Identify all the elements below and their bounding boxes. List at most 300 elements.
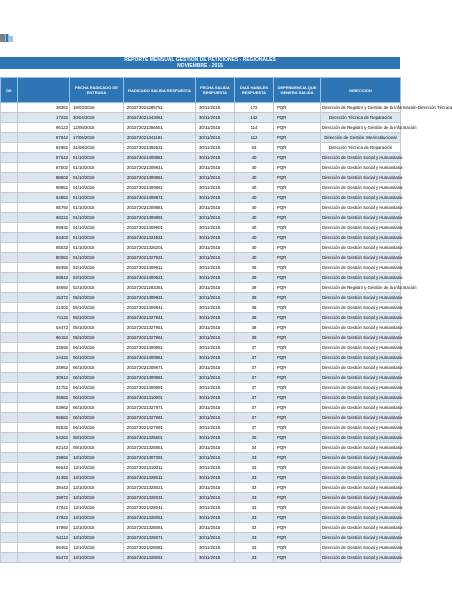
table-cell: Dirección de Gestión Social y Humanitaria xyxy=(321,433,401,443)
table-cell: 201572021309881 xyxy=(124,153,196,163)
table-row xyxy=(1,203,401,213)
table-cell: 30/11/2015 xyxy=(196,413,235,423)
table-cell: 142 xyxy=(235,113,274,123)
table-cell: 201572021328081 xyxy=(124,543,196,553)
table-cell: 85792 xyxy=(18,203,70,213)
table-cell: 201572021328051 xyxy=(124,513,196,523)
table-cell: 02/10/2015 xyxy=(70,283,124,293)
table-cell: 201572021309931 xyxy=(124,293,196,303)
table-cell: 85532 xyxy=(18,243,70,253)
table-cell: 30/11/2015 xyxy=(196,483,235,493)
table-cell: 201572021285751 xyxy=(124,103,196,113)
table-cell xyxy=(1,223,18,233)
table-cell: 23592 xyxy=(18,343,70,353)
table-cell: 38 xyxy=(235,333,274,343)
table-cell xyxy=(1,403,18,413)
table-cell: 37 xyxy=(235,363,274,373)
table-cell: 201572021326851 xyxy=(124,443,196,453)
table-cell: 13/10/2015 xyxy=(70,523,124,533)
table-cell: Dirección de Gestión Social y Humanitaria xyxy=(321,443,401,453)
table-row xyxy=(1,433,401,443)
table-cell: 13/10/2015 xyxy=(70,493,124,503)
table-cell: 87502 xyxy=(18,163,70,173)
table-cell: 37 xyxy=(235,413,274,423)
table-cell: 201572021309971 xyxy=(124,363,196,373)
table-cell: 01/10/2015 xyxy=(70,153,124,163)
table-cell: 18/03/2015 xyxy=(70,103,124,113)
table-cell: 82962 xyxy=(18,143,70,153)
table-row xyxy=(1,263,401,273)
table-cell: 201572021327951 xyxy=(124,323,196,333)
table-row xyxy=(1,453,401,463)
table-cell: 33 xyxy=(235,523,274,533)
table-cell xyxy=(1,183,18,193)
table-cell: PQR xyxy=(274,123,321,133)
table-cell: 38 xyxy=(235,323,274,333)
table-cell: 112 xyxy=(235,133,274,143)
table-cell: 96122 xyxy=(18,123,70,133)
table-cell: 82142 xyxy=(18,443,70,453)
table-cell: 06/10/2015 xyxy=(70,393,124,403)
table-cell: 88602 xyxy=(18,173,70,183)
table-cell: 39 xyxy=(235,273,274,283)
table-row xyxy=(1,333,401,343)
table-cell: 01/10/2015 xyxy=(70,193,124,203)
table-cell xyxy=(1,243,18,253)
table-row xyxy=(1,303,401,313)
table-cell: 13/10/2015 xyxy=(70,503,124,513)
table-cell: 30/11/2015 xyxy=(196,303,235,313)
table-cell: PQR xyxy=(274,213,321,223)
table-cell: 47822 xyxy=(18,503,70,513)
table-cell: 33 xyxy=(235,533,274,543)
table-cell: 33 xyxy=(235,553,274,563)
table-cell: 30/11/2015 xyxy=(196,463,235,473)
table-cell: Dirección de Gestión Social y Humanitaria xyxy=(321,243,401,253)
table-cell: 29892 xyxy=(18,453,70,463)
table-cell: 30/11/2015 xyxy=(196,293,235,303)
table-cell: 40 xyxy=(235,253,274,263)
table-cell: 201572021327971 xyxy=(124,403,196,413)
table-cell: 201572021309941 xyxy=(124,303,196,313)
table-cell: 30/11/2015 xyxy=(196,523,235,533)
table-cell: PQR xyxy=(274,483,321,493)
table-cell xyxy=(1,523,18,533)
table-cell: 15372 xyxy=(18,293,70,303)
table-cell: 30/11/2015 xyxy=(196,183,235,193)
table-cell: 06/10/2015 xyxy=(70,423,124,433)
table-cell: 08/10/2015 xyxy=(70,433,124,443)
table-cell: 87842 xyxy=(18,133,70,143)
table-cell: 13/10/2015 xyxy=(70,513,124,523)
table-cell: 39 xyxy=(235,283,274,293)
table-cell: 01/10/2015 xyxy=(70,233,124,243)
report-title: REPORTE MENSUAL GESTION DE PETICIONES - REGIONALES xyxy=(124,57,276,63)
table-cell: 30/11/2015 xyxy=(196,513,235,523)
table-cell: 89932 xyxy=(18,223,70,233)
table-cell: 30/11/2015 xyxy=(196,173,235,183)
table-cell: 30/11/2015 xyxy=(196,433,235,443)
table-cell: 201572021328201 xyxy=(124,243,196,253)
table-cell: 30/11/2015 xyxy=(196,443,235,453)
table-cell xyxy=(1,383,18,393)
table-cell xyxy=(1,453,18,463)
table-cell xyxy=(1,553,18,563)
table-cell: Dirección de Gestión Social y Humanitaria xyxy=(321,203,401,213)
table-cell xyxy=(1,163,18,173)
table-cell: 33 xyxy=(235,513,274,523)
table-cell: 80082 xyxy=(18,253,70,263)
table-row xyxy=(1,313,401,323)
table-cell: PQR xyxy=(274,253,321,263)
table-cell: 01/10/2015 xyxy=(70,203,124,213)
table-cell: 40 xyxy=(235,213,274,223)
table-cell: 30/11/2015 xyxy=(196,283,235,293)
table-cell: 88392 xyxy=(18,263,70,273)
report-subtitle: NOVIEMBRE - 2015 xyxy=(177,63,223,69)
table-cell xyxy=(1,433,18,443)
table-cell: Dirección de Gestión Social y Humanitaria xyxy=(321,543,401,553)
table-cell xyxy=(1,353,18,363)
table-cell: 201572021328011 xyxy=(124,473,196,483)
table-cell: 40 xyxy=(235,153,274,163)
table-cell: Dirección de Gestión Social y Humanitaria xyxy=(321,473,401,483)
table-cell: 39 xyxy=(235,263,274,273)
table-cell: 12/06/2015 xyxy=(70,123,124,133)
table-cell xyxy=(1,543,18,553)
table-cell: Dirección de Gestión Social y Humanitaria xyxy=(321,253,401,263)
table-cell: Dirección de Gestión Social y Humanitaria xyxy=(321,453,401,463)
table-cell: 05/10/2015 xyxy=(70,293,124,303)
table-cell: 201572021328061 xyxy=(124,523,196,533)
table-cell: PQR xyxy=(274,343,321,353)
table-cell: PQR xyxy=(274,553,321,563)
table-cell: 37 xyxy=(235,353,274,363)
table-cell: 06/10/2015 xyxy=(70,413,124,423)
table-row xyxy=(1,223,401,233)
table-cell: 201572021309981 xyxy=(124,373,196,383)
table-cell: 201572021328041 xyxy=(124,503,196,513)
table-cell: 01/10/2015 xyxy=(70,163,124,173)
table-cell: 114 xyxy=(235,123,274,133)
table-row xyxy=(1,413,401,423)
table-cell: 88222 xyxy=(18,213,70,223)
table-cell: PQR xyxy=(274,463,321,473)
table-cell xyxy=(1,153,18,163)
table-cell xyxy=(1,293,18,303)
table-cell: PQR xyxy=(274,423,321,433)
table-cell: 38362 xyxy=(18,103,70,113)
table-cell: PQR xyxy=(274,493,321,503)
table-cell xyxy=(1,253,18,263)
table-cell: 02/10/2015 xyxy=(70,273,124,283)
table-cell: 30/11/2015 xyxy=(196,503,235,513)
table-cell: Dirección de Gestión Social y Humanitaria xyxy=(321,303,401,313)
table-cell: 30/11/2015 xyxy=(196,273,235,283)
table-cell: 201572021309871 xyxy=(124,193,196,203)
table-row xyxy=(1,353,401,363)
table-cell: 06/10/2015 xyxy=(70,353,124,363)
table-cell: 201572021328021 xyxy=(124,483,196,493)
table-cell: 201572021307391 xyxy=(124,453,196,463)
table-cell: 201572021328091 xyxy=(124,553,196,563)
table-cell: Dirección de Gestión Social y Humanitaria xyxy=(321,323,401,333)
table-cell: PQR xyxy=(274,503,321,513)
table-cell: Dirección de Gestión Social y Humanitaria xyxy=(321,313,401,323)
logo-icon xyxy=(0,30,14,40)
table-cell: 201572021327981 xyxy=(124,413,196,423)
table-cell: PQR xyxy=(274,393,321,403)
table-cell: 13/10/2015 xyxy=(70,473,124,483)
table-row xyxy=(1,253,401,263)
report-banner xyxy=(0,57,400,69)
table-cell: PQR xyxy=(274,523,321,533)
table-row xyxy=(1,213,401,223)
table-row xyxy=(1,133,401,143)
table-cell: 38 xyxy=(235,313,274,323)
table-cell: PQR xyxy=(274,543,321,553)
table-cell: 01/10/2015 xyxy=(70,243,124,253)
table-cell: 201572021343061 xyxy=(124,113,196,123)
table-cell: 30/11/2015 xyxy=(196,153,235,163)
table-cell: PQR xyxy=(274,433,321,443)
table-cell: 172 xyxy=(235,103,274,113)
table-cell: 33 xyxy=(235,483,274,493)
table-cell: Dirección de Gestión Social y Humanitaria xyxy=(321,503,401,513)
table-cell: Dirección de Gestión Social y Humanitaria xyxy=(321,343,401,353)
table-cell: PQR xyxy=(274,203,321,213)
table-row xyxy=(1,373,401,383)
table-cell: Dirección Técnica de Reparación xyxy=(321,143,401,153)
table-cell: 30/11/2015 xyxy=(196,353,235,363)
table-cell: 201572021325501 xyxy=(124,433,196,443)
table-cell: 30/11/2015 xyxy=(196,403,235,413)
table-cell: 63 xyxy=(235,143,274,153)
table-row xyxy=(1,493,401,503)
table-cell xyxy=(1,273,18,283)
table-cell: PQR xyxy=(274,163,321,173)
table-cell xyxy=(1,423,18,433)
table-row xyxy=(1,483,401,493)
table-cell: 33 xyxy=(235,453,274,463)
table-cell: 30/11/2015 xyxy=(196,193,235,203)
table-cell: 40 xyxy=(235,163,274,173)
table-cell: Dirección de Gestión Social y Humanitaria xyxy=(321,263,401,273)
table-cell: 201572021310011 xyxy=(124,463,196,473)
table-cell: 96152 xyxy=(18,333,70,343)
table-cell: 30/11/2015 xyxy=(196,333,235,343)
table-cell: Dirección de Gestión Social y Humanitaria xyxy=(321,513,401,523)
table-cell: Dirección de Gestión Social y Humanitaria xyxy=(321,233,401,243)
table-cell xyxy=(1,503,18,513)
table-cell: PQR xyxy=(274,183,321,193)
table-row xyxy=(1,123,401,133)
table-cell: 33 xyxy=(235,493,274,503)
table-cell: 30/11/2015 xyxy=(196,423,235,433)
table-cell: 40 xyxy=(235,243,274,253)
table-cell xyxy=(1,123,18,133)
table-row xyxy=(1,183,401,193)
table-cell: 71132 xyxy=(18,313,70,323)
table-cell: 38 xyxy=(235,293,274,303)
table-row xyxy=(1,443,401,453)
table-cell: 37 xyxy=(235,383,274,393)
table-row xyxy=(1,533,401,543)
table-cell xyxy=(1,443,18,453)
header-cell: RADICADO SALIDA RESPUESTA xyxy=(124,78,196,103)
table-cell: 84402 xyxy=(18,233,70,243)
table-cell: PQR xyxy=(274,103,321,113)
table-cell: PQR xyxy=(274,173,321,183)
table-cell: 40 xyxy=(235,223,274,233)
table-cell xyxy=(1,193,18,203)
table-cell: PQR xyxy=(274,333,321,343)
table-cell: 47992 xyxy=(18,523,70,533)
table-cell: 30/11/2015 xyxy=(196,363,235,373)
table-cell: PQR xyxy=(274,453,321,463)
table-cell xyxy=(1,323,18,333)
table-cell xyxy=(1,103,18,113)
table-cell: 30/11/2015 xyxy=(196,383,235,393)
table-cell xyxy=(1,373,18,383)
table-cell: 201572021309921 xyxy=(124,273,196,283)
table-cell: PQR xyxy=(274,193,321,203)
table-cell: 47922 xyxy=(18,513,70,523)
table-row xyxy=(1,343,401,353)
table-cell: Dirección de Gestión Social y Humanitaria xyxy=(321,533,401,543)
table-cell: 05/10/2015 xyxy=(70,303,124,313)
table-cell: 30/11/2015 xyxy=(196,143,235,153)
table-cell: 40 xyxy=(235,233,274,243)
table-cell xyxy=(1,203,18,213)
table-cell xyxy=(1,233,18,243)
table-cell: 30612 xyxy=(18,373,70,383)
table-cell: Dirección de Gestión Social y Humanitaria xyxy=(321,403,401,413)
table-row xyxy=(1,163,401,173)
table-header-row xyxy=(1,78,401,103)
table-cell: Dirección de Gestión Social y Humanitaria xyxy=(321,273,401,283)
table-cell: 17/06/2015 xyxy=(70,133,124,143)
table-cell: PQR xyxy=(274,443,321,453)
table-cell xyxy=(1,143,18,153)
table-cell xyxy=(1,313,18,323)
table-cell: PQR xyxy=(274,243,321,253)
table-cell xyxy=(1,483,18,493)
table-cell: 05/10/2015 xyxy=(70,313,124,323)
table-cell: Dirección de Gestión Social y Humanitaria xyxy=(321,373,401,383)
table-cell: PQR xyxy=(274,153,321,163)
table-cell: 40 xyxy=(235,203,274,213)
table-cell: Dirección de Gestión Social y Humanitaria xyxy=(321,523,401,533)
table-cell: 25952 xyxy=(18,363,70,373)
table-cell: PQR xyxy=(274,513,321,523)
table-cell: Dirección Técnica de Reparación xyxy=(321,113,401,123)
table-cell: Dirección de Gestión Social y Humanitaria xyxy=(321,193,401,203)
table-cell: 01/10/2015 xyxy=(70,183,124,193)
table-cell: 48692 xyxy=(18,283,70,293)
table-cell: 201572021309961 xyxy=(124,353,196,363)
table-cell: 201572021309901 xyxy=(124,223,196,233)
table-cell xyxy=(1,363,18,373)
table-cell: 201572021327961 xyxy=(124,333,196,343)
table-cell: 40 xyxy=(235,183,274,193)
table-cell: 201572021309911 xyxy=(124,263,196,273)
table-cell: Dirección de Gestión Social y Humanitaria xyxy=(321,393,401,403)
table-row xyxy=(1,523,401,533)
table-cell: 55582 xyxy=(18,413,70,423)
table-cell: 201572021328071 xyxy=(124,533,196,543)
table-cell: Dirección de Gestión Social y Humanitaria xyxy=(321,383,401,393)
table-cell: 30/11/2015 xyxy=(196,163,235,173)
table-cell: 39972 xyxy=(18,493,70,503)
table-cell: 13/10/2015 xyxy=(70,533,124,543)
table-cell: 84862 xyxy=(18,193,70,203)
table-row xyxy=(1,233,401,243)
table-cell: 53962 xyxy=(18,403,70,413)
table-cell xyxy=(1,213,18,223)
table-cell: PQR xyxy=(274,533,321,543)
table-cell: 30/11/2015 xyxy=(196,343,235,353)
table-cell: 17232 xyxy=(18,113,70,123)
table-cell: PQR xyxy=(274,143,321,153)
table-row xyxy=(1,403,401,413)
table-cell: 201572021327941 xyxy=(124,313,196,323)
header-cell: FECHA SALIDA RESPUESTA xyxy=(196,78,235,103)
table-cell: 13/10/2015 xyxy=(70,463,124,473)
table-cell: 01/10/2015 xyxy=(70,223,124,233)
table-cell: 55532 xyxy=(18,423,70,433)
table-cell: 201572021309991 xyxy=(124,383,196,393)
table-cell: 13/10/2015 xyxy=(70,543,124,553)
table-cell xyxy=(1,113,18,123)
table-cell: 30/11/2015 xyxy=(196,213,235,223)
table-cell xyxy=(1,333,18,343)
table-cell xyxy=(1,283,18,293)
table-cell: 30/11/2015 xyxy=(196,253,235,263)
header-cell: DIAS HABILES RESPUESTA xyxy=(235,78,274,103)
table-cell: PQR xyxy=(274,363,321,373)
table-cell: Dirección de Gestión Social y Humanitaria xyxy=(321,183,401,193)
table-row xyxy=(1,173,401,183)
table-cell: 201572021309861 xyxy=(124,183,196,193)
table-cell xyxy=(1,513,18,523)
table-cell: 13/10/2015 xyxy=(70,453,124,463)
table-row xyxy=(1,323,401,333)
table-cell: 21002 xyxy=(18,303,70,313)
table-cell: 30/11/2015 xyxy=(196,493,235,503)
table-cell: Dirección de Gestión Social y Humanitaria xyxy=(321,223,401,233)
table-cell: PQR xyxy=(274,373,321,383)
table-cell: 201572021309841 xyxy=(124,163,196,173)
table-cell: PQR xyxy=(274,283,321,293)
table-cell xyxy=(1,463,18,473)
table-cell xyxy=(1,343,18,353)
table-cell: 37 xyxy=(235,373,274,383)
table-row xyxy=(1,153,401,163)
table-cell: PQR xyxy=(274,323,321,333)
table-cell: 40 xyxy=(235,173,274,183)
table-cell: 40 xyxy=(235,193,274,203)
table-cell: 54112 xyxy=(18,533,70,543)
table-cell: 13/10/2015 xyxy=(70,553,124,563)
table-cell: 38 xyxy=(235,303,274,313)
table-cell: 201572021283361 xyxy=(124,283,196,293)
table-cell: 30/11/2015 xyxy=(196,453,235,463)
table-cell: Dirección de Gestión Social y Humanitaria xyxy=(321,493,401,503)
table-cell: PQR xyxy=(274,353,321,363)
table-row xyxy=(1,243,401,253)
table-row xyxy=(1,103,401,113)
